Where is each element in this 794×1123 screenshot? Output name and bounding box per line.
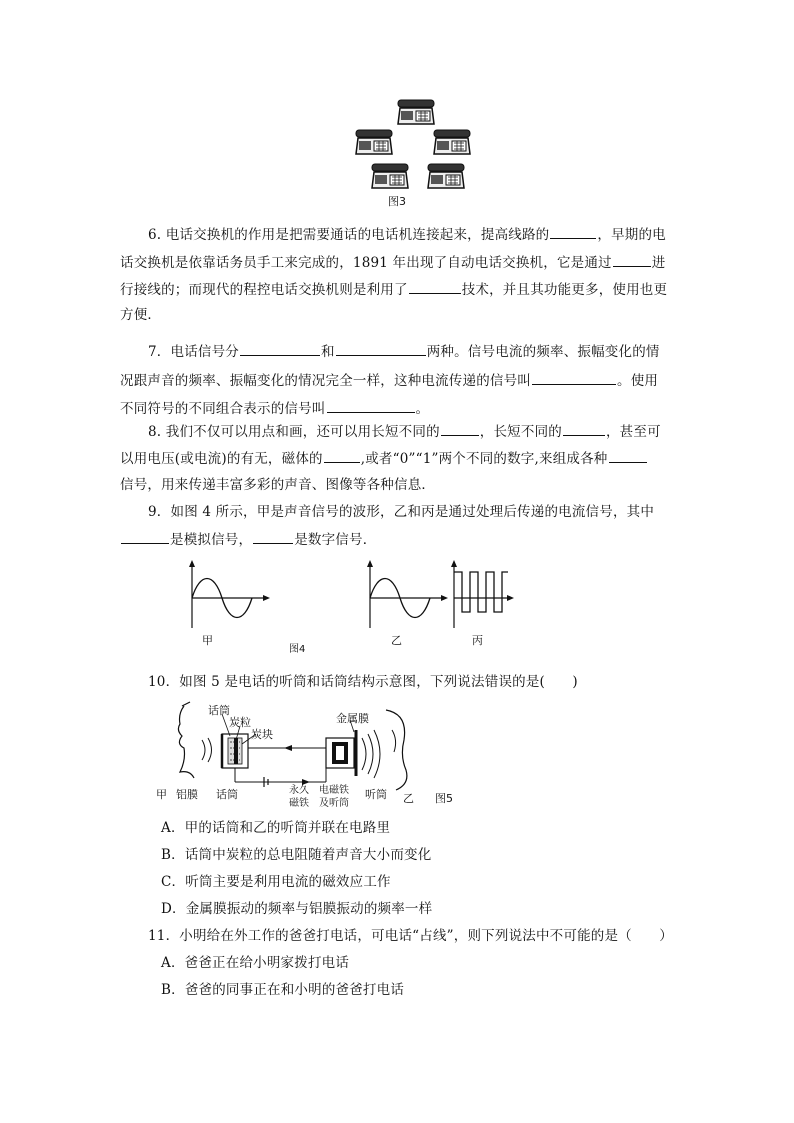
label-tingtong: 听筒 — [365, 788, 387, 801]
q10-option-c[interactable]: C．听筒主要是利用电流的磁效应工作 — [161, 874, 391, 890]
q8-text: ,或者“0”“1”两个不同的数字,来组成各种 — [360, 451, 608, 467]
telephone-icon — [432, 126, 472, 156]
label-jinshumo: 金属膜 — [336, 712, 369, 725]
answer-blank[interactable] — [253, 529, 293, 544]
fig4-label-jia: 甲 — [202, 634, 213, 647]
waveform-jia — [186, 558, 276, 630]
label-yongjiu-1: 永久 — [289, 785, 309, 796]
answer-blank[interactable] — [550, 224, 596, 239]
q10-option-d[interactable]: D．金属膜振动的频率与铝膜振动的频率一样 — [161, 901, 433, 917]
q9-text: 是数字信号． — [294, 532, 377, 548]
q10-option-a[interactable]: A．甲的话筒和乙的听筒并联在电路里 — [161, 820, 391, 836]
q9-text: 9．如图 4 所示，甲是声音信号的波形，乙和丙是通过处理后传递的电流信号，其中 — [148, 504, 655, 520]
q7-text: 两种。信号电流的频率、振幅变化的情 — [426, 344, 660, 360]
label-yongjiu-2: 磁铁 — [289, 798, 309, 809]
telephone-icon — [396, 96, 436, 126]
answer-blank[interactable] — [336, 341, 426, 356]
q11-option-a[interactable]: A．爸爸正在给小明家拨打电话 — [161, 955, 350, 971]
answer-blank[interactable] — [121, 529, 169, 544]
q8-text: 以用电压(或电流)的有无，磁体的 — [120, 451, 323, 467]
waveform-yi — [364, 558, 454, 630]
fig4-caption: 图4 — [289, 644, 306, 655]
q8-text: 8. 我们不仅可以用点和画，还可以用长短不同的 — [148, 424, 440, 440]
q6-text: ，早期的电 — [597, 227, 666, 243]
q7-text: 7．电话信号分 — [148, 344, 239, 360]
label-diancitie-2: 及听筒 — [319, 798, 349, 809]
q6-line-3 — [120, 279, 667, 300]
label-lvmo: 铝膜 — [176, 788, 198, 801]
answer-blank[interactable] — [240, 341, 320, 356]
q6-text: 行接线的；而现代的程控电话交换机则是利用了 — [120, 282, 408, 298]
label-huatong-bottom: 话筒 — [216, 788, 238, 801]
label-tanli: 炭粒 — [229, 716, 251, 729]
answer-blank[interactable] — [563, 421, 605, 436]
q7-line-1 — [148, 341, 660, 362]
answer-blank[interactable] — [613, 252, 651, 267]
q11-stem: 11．小明给在外工作的爸爸打电话，可电话“占线”，则下列说法中不可能的是（ ） — [148, 928, 673, 944]
q6-text: 话交换机是依靠话务员手工来完成的，1891 年出现了自动电话交换机，它是通过 — [120, 255, 612, 271]
label-yi: 乙 — [403, 792, 414, 805]
q8-line-1 — [148, 421, 661, 442]
fig4-label-yi: 乙 — [391, 634, 402, 647]
q9-line-2 — [120, 529, 376, 550]
answer-blank[interactable] — [409, 279, 461, 294]
telephone-icon — [426, 160, 466, 190]
q6-text: 6. 电话交换机的作用是把需要通话的电话机连接起来，提高线路的 — [148, 227, 550, 243]
q6-text: 进 — [651, 255, 666, 271]
q8-text: ，长短不同的 — [479, 424, 562, 440]
q8-line-2 — [120, 448, 648, 469]
answer-blank[interactable] — [441, 421, 479, 436]
fig4-label-bing: 丙 — [472, 634, 483, 647]
q7-line-3 — [120, 398, 429, 419]
answer-blank[interactable] — [609, 448, 647, 463]
figure-3-caption: 图3 — [388, 195, 406, 208]
answer-blank[interactable] — [324, 448, 360, 463]
q10-option-b[interactable]: B．话筒中炭粒的总电阻随着声音大小而变化 — [161, 847, 432, 863]
q7-text: 。 — [415, 401, 430, 417]
q9-line-1 — [148, 502, 654, 522]
label-tankuai: 炭块 — [251, 728, 273, 741]
q7-text: 况跟声音的频率、振幅变化的情况完全一样，这种电流传递的信号叫 — [120, 373, 531, 389]
label-diancitie-1: 电磁铁 — [319, 785, 349, 796]
waveform-bing — [448, 558, 518, 630]
label-jia: 甲 — [156, 788, 167, 801]
q7-text: 不同符号的不同组合表示的信号叫 — [120, 401, 326, 417]
q7-line-2 — [120, 370, 658, 391]
q8-text: 信号，用来传递丰富多彩的声音、图像等各种信息． — [120, 477, 436, 493]
q9-text: 是模拟信号， — [170, 532, 253, 548]
q6-line-4 — [120, 305, 161, 325]
q8-line-3 — [120, 475, 435, 495]
q7-text: 和 — [321, 344, 335, 360]
label-huatong-top: 话筒 — [208, 704, 230, 717]
telephone-icon — [370, 160, 410, 190]
figure-5-caption: 图5 — [435, 792, 453, 805]
q10-stem: 10．如图 5 是电话的听筒和话筒结构示意图，下列说法错误的是( ) — [148, 674, 578, 690]
q6-line-1 — [148, 224, 666, 245]
answer-blank[interactable] — [327, 398, 415, 413]
q6-text: 方便． — [120, 307, 162, 323]
q6-text: 技术，并且其功能更多，使用也更 — [461, 282, 668, 298]
q7-text: 。使用 — [617, 373, 659, 389]
answer-blank[interactable] — [532, 370, 616, 385]
q6-line-2 — [120, 252, 665, 273]
q11-option-b[interactable]: B．爸爸的同事正在和小明的爸爸打电话 — [161, 982, 405, 998]
telephone-icon — [354, 126, 394, 156]
q8-text: ，甚至可 — [605, 424, 661, 440]
